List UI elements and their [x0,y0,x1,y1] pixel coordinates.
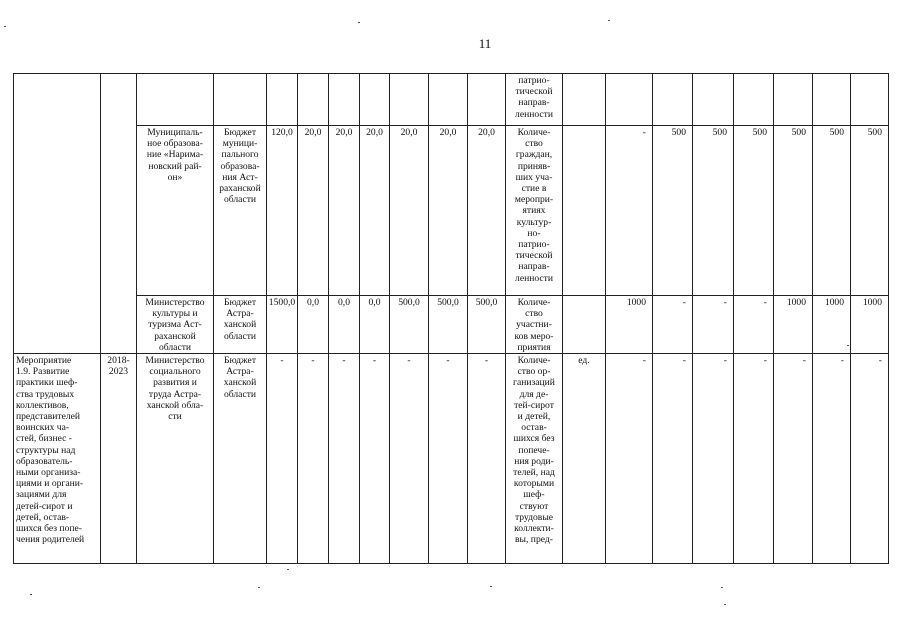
target-value-cell: 500 [734,126,774,296]
unit-cell [563,126,606,296]
target-value-cell: 1000 [774,296,813,354]
target-value-cell [693,74,734,126]
executor-cell: Министерство культуры и туризма Аст- раханской области [137,296,214,354]
target-value-cell: - [734,296,774,354]
funding-amount-cell [329,74,360,126]
table-row [14,126,889,296]
funding-amount-cell: - [267,354,298,564]
target-value-cell: 1000 [813,296,851,354]
target-value-cell: 500 [851,126,889,296]
executor-cell: Муниципаль- ное образова- ние «Нарима- новский рай- он» [137,126,214,296]
target-value-cell: - [693,296,734,354]
target-value-cell: 500 [774,126,813,296]
event-cell [14,296,101,354]
target-value-cell: - [606,354,653,564]
funding-amount-cell: 500,0 [468,296,506,354]
funding-amount-cell [298,74,329,126]
funding-amount-cell: 1500,0 [267,296,298,354]
target-value-cell: 500 [693,126,734,296]
period-cell [101,74,137,126]
unit-cell [563,74,606,126]
funding-amount-cell: 20,0 [360,126,390,296]
funding-amount-cell: 0,0 [329,296,360,354]
target-value-cell: - [653,354,693,564]
target-value-cell: - [851,354,889,564]
target-value-cell [851,74,889,126]
period-cell [101,296,137,354]
event-cell: Мероприятие 1.9. Развитие практики шеф- ства трудовых коллективов, представителей воинских ча- стей, бизнес - структуры над образователь- ными организа- циями и органи- зациями для детей-сирот и детей, остав- шихся без попе- чения родителей [14,354,101,564]
funding-amount-cell: - [468,354,506,564]
target-value-cell [813,74,851,126]
funding-amount-cell: 0,0 [298,296,329,354]
funding-amount-cell: - [390,354,429,564]
program-activities-table [13,73,889,564]
indicator-cell: Количе- ство ор- ганизаций для де- тей-сирот и детей, остав- шихся без попече- ния роди- телей, над которыми шеф- ствуют трудовые коллекти- вы, пред- [506,354,563,564]
funding-amount-cell: 20,0 [298,126,329,296]
indicator-cell: Количе- ство участни- ков меро- приятия [506,296,563,354]
funding-amount-cell: 500,0 [390,296,429,354]
unit-cell: ед. [563,354,606,564]
funding-amount-cell: 120,0 [267,126,298,296]
target-value-cell: - [693,354,734,564]
funding-amount-cell: - [429,354,468,564]
target-value-cell: - [734,354,774,564]
indicator-cell: патрио- тической направ- ленности [506,74,563,126]
period-cell [101,126,137,296]
target-value-cell: - [774,354,813,564]
target-value-cell [774,74,813,126]
table-row [14,354,889,564]
target-value-cell [734,74,774,126]
funding-amount-cell: 500,0 [429,296,468,354]
funding-amount-cell [360,74,390,126]
table-row [14,296,889,354]
event-cell [14,74,101,126]
funding-source-cell [214,74,267,126]
target-value-cell [606,74,653,126]
funding-amount-cell: 20,0 [468,126,506,296]
target-value-cell: - [606,126,653,296]
funding-amount-cell: 0,0 [360,296,390,354]
period-cell: 2018- 2023 [101,354,137,564]
funding-amount-cell: - [329,354,360,564]
target-value-cell: 1000 [606,296,653,354]
funding-amount-cell [390,74,429,126]
funding-amount-cell: 20,0 [390,126,429,296]
funding-amount-cell [267,74,298,126]
indicator-cell: Количе- ство граждан, приняв- ших уча- стие в меропри- ятиях культур- но- патрио- тической направ- ленности [506,126,563,296]
event-cell [14,126,101,296]
funding-source-cell: Бюджет Астра- ханской области [214,354,267,564]
target-value-cell: - [653,296,693,354]
unit-cell [563,296,606,354]
target-value-cell: - [813,354,851,564]
page-number: 11 [478,36,492,51]
funding-source-cell: Бюджет муници- пального образова- ния Аст- раханской области [214,126,267,296]
target-value-cell [653,74,693,126]
executor-cell: Министерство социального развития и труда Астра- ханской обла- сти [137,354,214,564]
funding-amount-cell [429,74,468,126]
funding-amount-cell: 20,0 [429,126,468,296]
funding-amount-cell [468,74,506,126]
target-value-cell: 500 [813,126,851,296]
funding-amount-cell: 20,0 [329,126,360,296]
funding-amount-cell: - [298,354,329,564]
funding-amount-cell: - [360,354,390,564]
target-value-cell: 500 [653,126,693,296]
funding-source-cell: Бюджет Астра- ханской области [214,296,267,354]
target-value-cell: 1000 [851,296,889,354]
table-row [14,74,889,126]
executor-cell [137,74,214,126]
